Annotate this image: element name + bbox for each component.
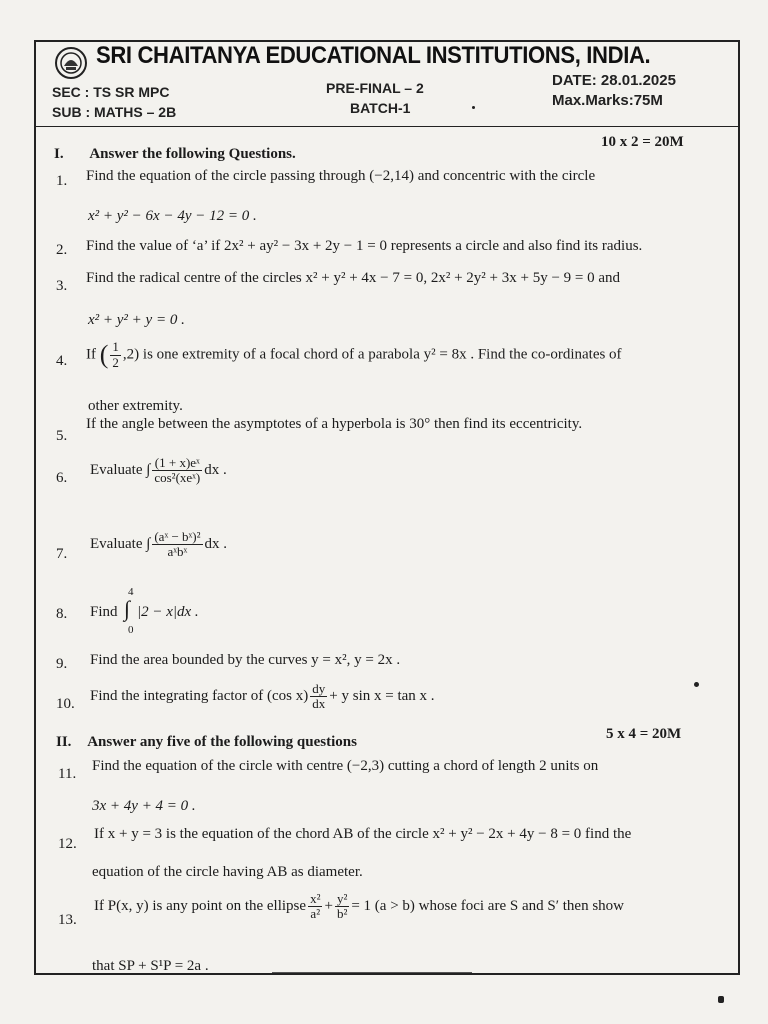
question-6-frac-num: (1 + x)eˣ bbox=[152, 456, 202, 471]
question-12-line2: equation of the circle having AB as diameter. bbox=[92, 864, 363, 880]
question-13-frac-den: a² bbox=[310, 906, 321, 922]
ink-dot bbox=[718, 996, 724, 1003]
question-4-text: If ( $\frac{1}{2}$ ,2) is one extremity of a focal chord of a parabola y² = 8x . Find the co-ordinates of bbox=[86, 339, 622, 370]
question-8-post: |2 − x|dx . bbox=[137, 604, 199, 620]
question-7-pre: Evaluate ∫ bbox=[90, 536, 151, 553]
question-13-frac2-den: b² bbox=[336, 906, 348, 922]
question-12-text: If x + y = 3 is the equation of the chord AB of the circle x² + y² − 2x + 4y − 8 = 0 find the bbox=[94, 826, 632, 842]
institution-logo-icon bbox=[54, 46, 88, 80]
question-number: 12. bbox=[58, 836, 77, 852]
question-4-line2: other extremity. bbox=[88, 398, 183, 414]
question-9-text: Find the area bounded by the curves y = x², y = 2x . bbox=[90, 652, 401, 668]
question-13-mid: + bbox=[324, 898, 333, 915]
section-label: SEC : TS SR MPC bbox=[52, 84, 170, 100]
section-2-numeral: II. bbox=[56, 734, 72, 750]
question-13-pre: If P(x, y) is any point on the ellipse bbox=[94, 898, 307, 915]
question-number: 2. bbox=[56, 242, 68, 258]
question-1-equation: x² + y² − 6x − 4y − 12 = 0 . bbox=[88, 208, 257, 224]
section-1-heading bbox=[54, 146, 296, 163]
exam-date: DATE: 28.01.2025 bbox=[552, 72, 676, 89]
ink-dot bbox=[694, 682, 699, 687]
integral-sign-icon: ∫ bbox=[124, 596, 131, 621]
question-8-upper-limit: 4 bbox=[128, 586, 134, 598]
question-number: 3. bbox=[56, 278, 68, 294]
question-4-post: ,2) is one extremity of a focal chord of a parabola y² = 8x . Find the co-ordinates of bbox=[122, 346, 622, 363]
question-number: 11. bbox=[58, 766, 77, 782]
max-marks: Max.Marks:75M bbox=[552, 92, 663, 109]
question-4-pre: If bbox=[86, 346, 96, 363]
question-13-line2: that SP + S¹P = 2a . bbox=[92, 958, 209, 974]
question-number: 13. bbox=[58, 912, 77, 928]
batch-label: BATCH-1 bbox=[350, 100, 411, 116]
section-1-numeral: I. bbox=[54, 146, 64, 162]
section-1-title: Answer the following Questions. bbox=[89, 146, 296, 162]
question-4-frac-num: 1 bbox=[112, 339, 119, 355]
exam-name: PRE-FINAL – 2 bbox=[326, 80, 424, 96]
subject-label: SUB : MATHS – 2B bbox=[52, 104, 177, 120]
question-13-frac-num: x² bbox=[310, 891, 321, 906]
question-5-text: If the angle between the asymptotes of a hyperbola is 30° then find its eccentricity. bbox=[86, 416, 583, 432]
question-1-text: Find the equation of the circle passing through (−2,14) and concentric with the circle bbox=[86, 168, 596, 184]
question-10-text bbox=[90, 682, 435, 712]
question-8-pre: Find bbox=[90, 604, 118, 620]
question-number: 10. bbox=[56, 696, 75, 712]
question-10-post: + y sin x = tan x . bbox=[329, 688, 435, 705]
question-10-frac-den: dx bbox=[312, 696, 326, 712]
question-number: 6. bbox=[56, 470, 68, 486]
question-7-frac-num: (aˣ − bˣ)² bbox=[154, 529, 201, 544]
question-2-text: Find the value of ‘a’ if 2x² + ay² − 3x + 2y − 1 = 0 represents a circle and also find its radius. bbox=[86, 238, 643, 254]
question-number: 4. bbox=[56, 353, 68, 369]
question-10-pre: Find the integrating factor of (cos x) bbox=[90, 688, 309, 705]
question-number: 5. bbox=[56, 428, 68, 444]
question-7-text bbox=[90, 530, 227, 560]
question-8-lower-limit: 0 bbox=[128, 624, 134, 636]
answer-rule-line bbox=[272, 972, 472, 973]
question-6-post: dx . bbox=[204, 462, 227, 479]
section-2-heading bbox=[56, 734, 357, 751]
question-13-post: = 1 (a > b) whose foci are S and S′ then show bbox=[351, 898, 624, 915]
question-4-frac-den: 2 bbox=[112, 354, 119, 370]
question-10-frac-num: dy bbox=[312, 681, 326, 696]
question-6-frac-den: cos²(xeˣ) bbox=[154, 470, 201, 486]
question-number: 1. bbox=[56, 173, 68, 189]
section-1-marks: 10 x 2 = 20M bbox=[601, 134, 684, 150]
header-divider bbox=[36, 126, 740, 127]
question-6-pre: Evaluate ∫ bbox=[90, 462, 151, 479]
section-2-title: Answer any five of the following questions bbox=[87, 734, 357, 750]
question-number: 9. bbox=[56, 656, 68, 672]
question-11-equation: 3x + 4y + 4 = 0 . bbox=[92, 798, 196, 814]
question-3-equation: x² + y² + y = 0 . bbox=[88, 312, 185, 328]
section-2-marks: 5 x 4 = 20M bbox=[606, 726, 682, 742]
question-number: 8. bbox=[56, 606, 68, 622]
institution-name: SRI CHAITANYA EDUCATIONAL INSTITUTIONS, INDIA. bbox=[96, 42, 651, 69]
question-7-post: dx . bbox=[204, 536, 228, 553]
question-13-frac2-num: y² bbox=[336, 891, 348, 906]
question-13-text bbox=[94, 892, 624, 922]
question-11-text: Find the equation of the circle with centre (−2,3) cutting a chord of length 2 units on bbox=[92, 758, 599, 774]
question-6-text bbox=[90, 456, 227, 486]
question-3-text: Find the radical centre of the circles x² + y² + 4x − 7 = 0, 2x² + 2y² + 3x + 5y − 9 = 0 and bbox=[86, 270, 621, 286]
question-number: 7. bbox=[56, 546, 68, 562]
ink-dot bbox=[472, 106, 475, 109]
question-7-frac-den: aˣbˣ bbox=[167, 544, 188, 560]
